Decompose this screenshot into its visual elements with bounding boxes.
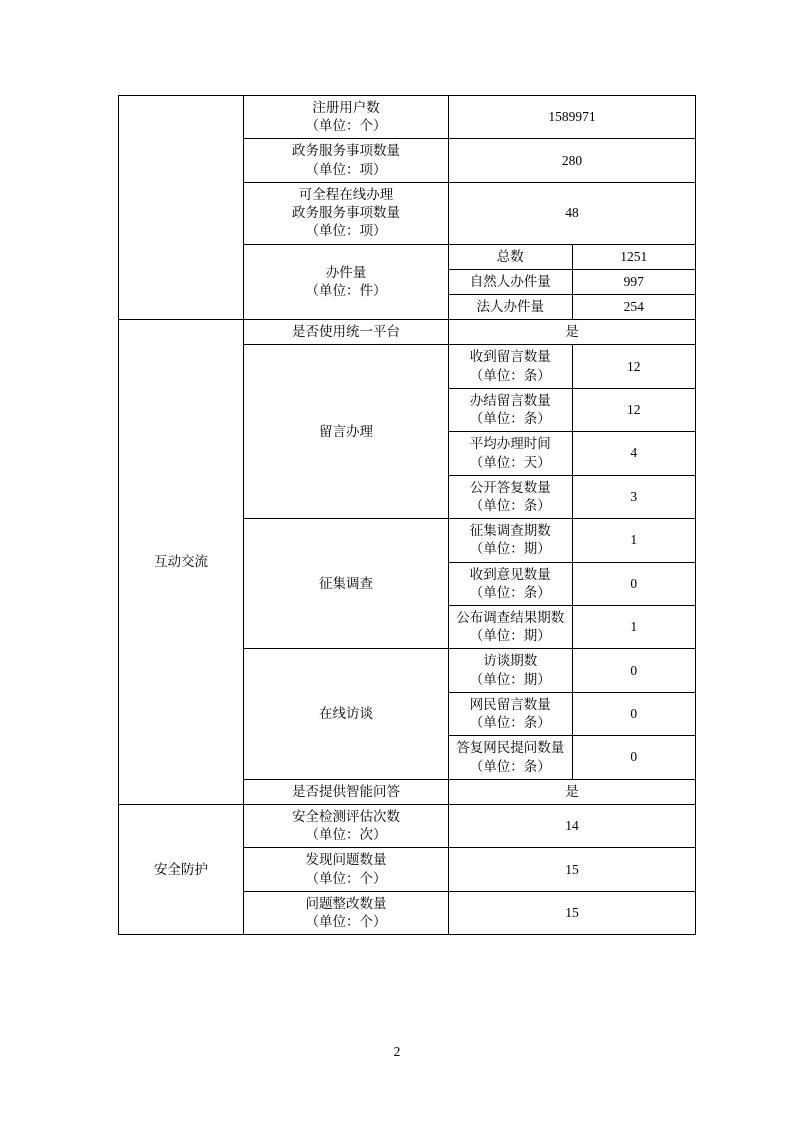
sub-line-2: （单位：期） [469,541,551,557]
value-smart-qa: 是 [449,779,696,804]
sub-line-2: （单位：条） [469,411,551,427]
item-label-online-service-items-count [244,182,449,244]
sub-label-interview-periods [449,649,573,692]
value-messages-received: 12 [572,345,696,388]
item-line-3: （单位：项） [305,223,387,239]
item-line-1: 问题整改数量 [305,895,387,911]
category-cell-blank [119,96,244,320]
value-registered-users: 1589971 [449,96,696,139]
item-line-1: 可全程在线办理 [298,186,394,202]
value-natural-person-cases: 997 [572,269,696,294]
item-label-registered-users [244,96,449,139]
sub-line-2: （单位：条） [469,584,551,600]
sub-label-natural-person-cases: 自然人办件量 [449,269,573,294]
value-online-service-items-count: 48 [449,182,696,244]
table-row [119,320,696,345]
value-published-survey-results: 1 [572,606,696,649]
value-survey-periods: 1 [572,519,696,562]
item-line-1: 注册用户数 [312,100,380,115]
item-line-1: 安全检测评估次数 [292,809,400,824]
report-table-container [118,95,696,935]
sub-label-legal-person-cases: 法人办件量 [449,294,573,319]
item-label-service-items-count [244,139,449,182]
value-average-processing-time: 4 [572,432,696,475]
sub-label-netizen-messages [449,692,573,735]
sub-line-1: 征集调查期数 [469,523,551,539]
category-cell-security: 安全防护 [119,805,244,935]
item-label-online-interview: 在线访谈 [244,649,449,779]
value-public-replies: 3 [572,475,696,518]
item-label-issues-found [244,848,449,891]
item-line-2: （单位：件） [305,282,387,298]
sub-line-2: （单位：期） [469,671,551,687]
value-issues-found: 15 [449,848,696,891]
value-security-assessments: 14 [449,805,696,848]
sub-line-2: （单位：条） [469,367,551,383]
sub-line-1: 答复网民提问数量 [456,740,565,756]
table-body [119,96,696,935]
value-opinions-received: 0 [572,562,696,605]
sub-line-1: 网民留言数量 [469,696,551,712]
table-row [119,96,696,139]
value-total-cases: 1251 [572,244,696,269]
sub-line-2: （单位：条） [469,758,551,774]
sub-line-1: 收到意见数量 [469,566,551,582]
sub-line-1: 公布调查结果期数 [456,610,565,626]
item-line-2: 政务服务事项数量 [292,205,400,221]
value-unified-platform: 是 [449,320,696,345]
sub-line-2: （单位：天） [469,454,551,470]
sub-label-total-cases: 总数 [449,244,573,269]
item-line-2: （单位：个） [305,118,387,134]
item-label-handled-cases [244,244,449,320]
sub-label-messages-received [449,345,573,388]
sub-line-1: 访谈期数 [483,653,538,669]
item-label-security-assessments [244,805,449,848]
sub-label-published-survey-results [449,606,573,649]
sub-label-survey-periods [449,519,573,562]
item-line-1: 政务服务事项数量 [292,143,400,159]
item-label-unified-platform: 是否使用统一平台 [244,320,449,345]
value-interview-periods: 0 [572,649,696,692]
sub-line-1: 办结留言数量 [469,392,551,408]
sub-label-public-replies [449,475,573,518]
value-netizen-messages: 0 [572,692,696,735]
category-cell-interaction: 互动交流 [119,320,244,805]
sub-line-1: 收到留言数量 [469,349,551,365]
item-line-2: （单位：次） [305,827,387,843]
sub-line-2: （单位：条） [469,497,551,513]
item-line-2: （单位：个） [305,870,387,886]
value-legal-person-cases: 254 [572,294,696,319]
sub-line-2: （单位：期） [469,628,551,644]
value-issues-rectified: 15 [449,891,696,934]
government-website-annual-report-table [118,95,696,935]
sub-label-opinions-received [449,562,573,605]
page-number: 2 [393,1044,401,1059]
item-line-2: （单位：个） [305,914,387,930]
sub-label-average-processing-time [449,432,573,475]
table-row [119,805,696,848]
sub-label-messages-completed [449,388,573,431]
item-line-2: （单位：项） [305,161,387,177]
value-netizen-question-replies: 0 [572,736,696,779]
item-label-issues-rectified [244,891,449,934]
sub-label-netizen-question-replies [449,736,573,779]
sub-line-2: （单位：条） [469,715,551,731]
sub-line-1: 公开答复数量 [469,479,551,495]
item-label-message-handling: 留言办理 [244,345,449,519]
value-service-items-count: 280 [449,139,696,182]
item-line-1: 办件量 [325,264,367,280]
item-label-survey-collection: 征集调查 [244,519,449,649]
value-messages-completed: 12 [572,388,696,431]
item-line-1: 发现问题数量 [305,852,387,868]
item-label-smart-qa: 是否提供智能问答 [244,779,449,804]
sub-line-1: 平均办理时间 [469,436,551,452]
